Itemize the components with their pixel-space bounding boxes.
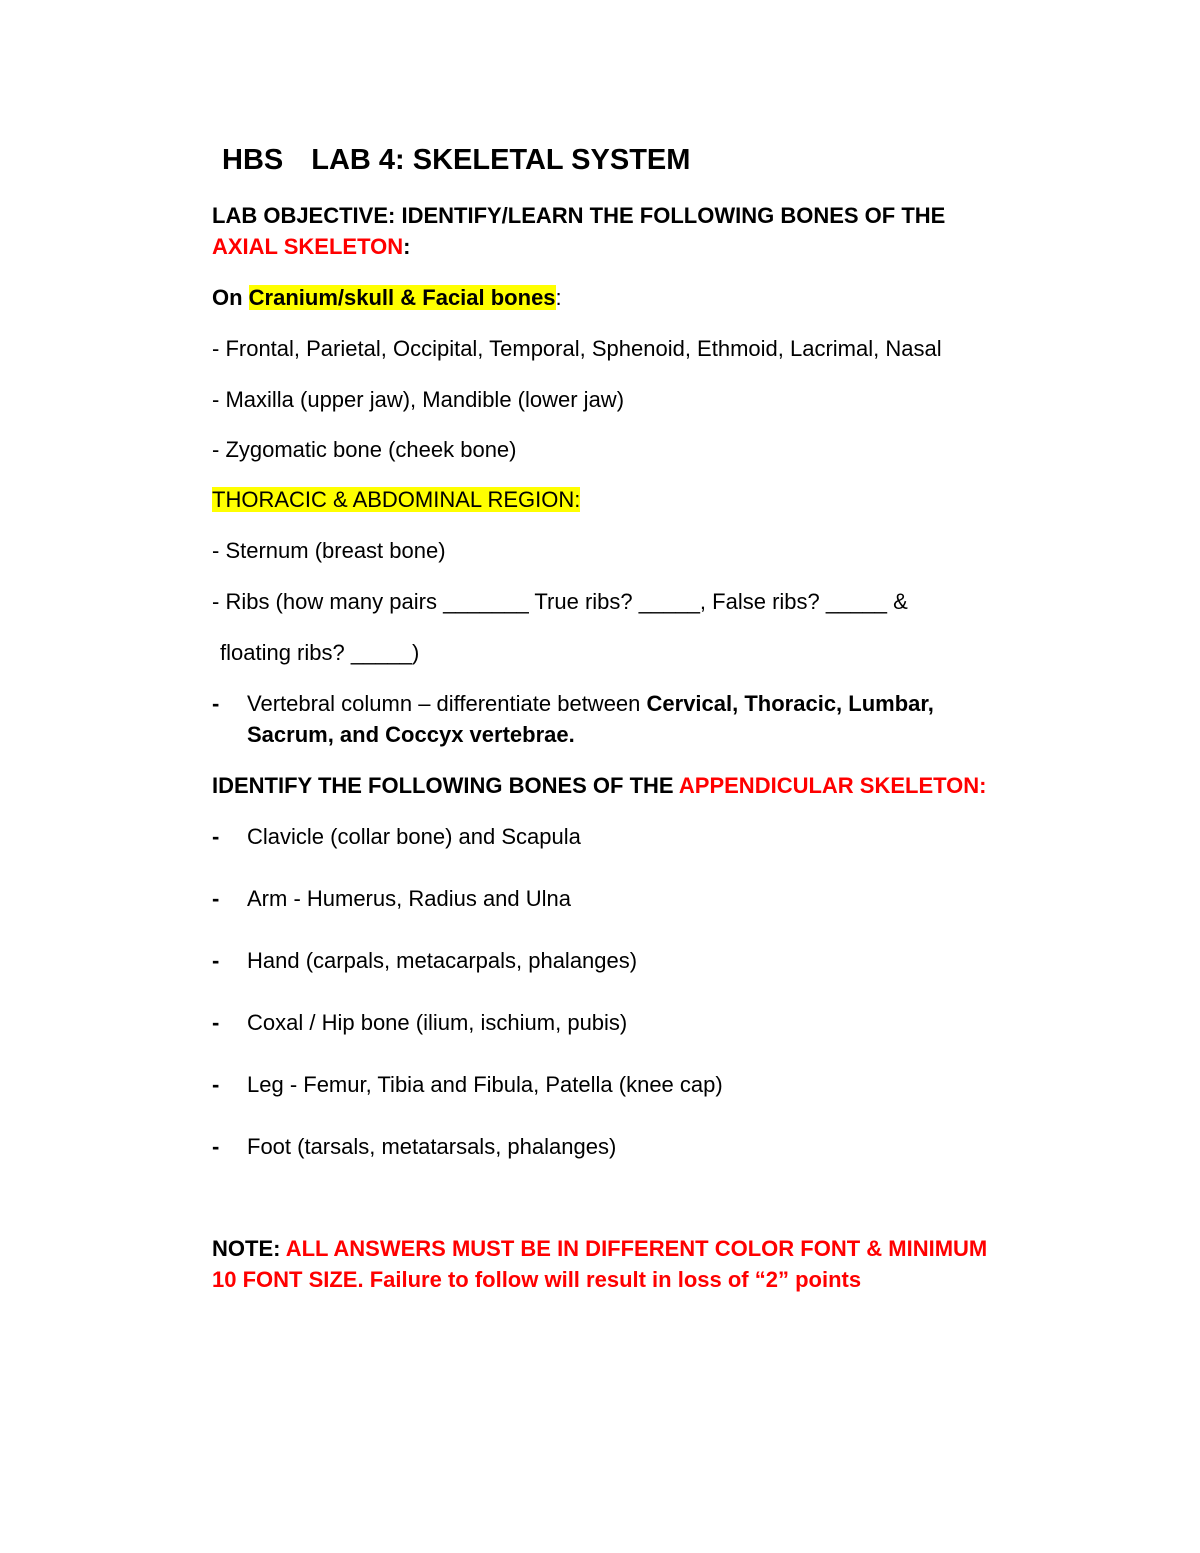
cranium-heading <box>212 283 562 313</box>
objective-line <box>212 201 945 231</box>
appendicular-item-text: Foot (tarsals, metatarsals, phalanges) <box>247 1134 617 1159</box>
bullet-dash: - <box>212 886 220 911</box>
bullet-dash: - <box>212 691 220 716</box>
appendicular-item-text: Leg - Femur, Tibia and Fibula, Patella (knee cap) <box>247 1072 723 1097</box>
appendicular-item-text: Arm - Humerus, Radius and Ulna <box>247 886 572 911</box>
objective-colon: : <box>403 234 411 259</box>
bullet-dash: - <box>212 1134 220 1159</box>
objective-line-2 <box>212 232 410 262</box>
vertebral-bold-1: Cervical, Thoracic, Lumbar, <box>646 691 934 716</box>
cranium-highlight: Cranium/skull & Facial bones <box>248 285 556 310</box>
note-text-1: ALL ANSWERS MUST BE IN DIFFERENT COLOR FONT & MINIMUM <box>285 1236 988 1261</box>
appendicular-prefix: IDENTIFY THE FOLLOWING BONES OF THE <box>212 773 679 798</box>
note-line-2: 10 FONT SIZE. Failure to follow will result in loss of “2” points <box>212 1267 862 1292</box>
appendicular-heading <box>212 771 987 801</box>
title-lab: LAB 4: SKELETAL SYSTEM <box>311 144 691 176</box>
title-course: HBS <box>222 144 284 176</box>
sternum-item: - Sternum (breast bone) <box>212 538 446 563</box>
cranium-item: - Maxilla (upper jaw), Mandible (lower jaw) <box>212 387 625 412</box>
vertebral-bold-2: Sacrum, and Coccyx vertebrae. <box>247 722 575 747</box>
cranium-item: - Zygomatic bone (cheek bone) <box>212 437 517 462</box>
vertebral-text <box>247 689 934 719</box>
bullet-dash: - <box>212 1072 220 1097</box>
axial-skeleton-label: AXIAL SKELETON <box>212 234 404 259</box>
note-line-1 <box>212 1234 987 1264</box>
appendicular-item-text: Clavicle (collar bone) and Scapula <box>247 824 581 849</box>
bullet-dash: - <box>212 948 220 973</box>
note-label: NOTE: <box>212 1236 286 1261</box>
bullet-dash: - <box>212 1010 220 1035</box>
appendicular-item-text: Hand (carpals, metacarpals, phalanges) <box>247 948 638 973</box>
objective-text: LAB OBJECTIVE: IDENTIFY/LEARN THE FOLLOWING BONES OF THE <box>212 203 946 228</box>
ribs-item: - Ribs (how many pairs _______ True ribs? _____, False ribs? _____ & <box>212 589 908 614</box>
cranium-item: - Frontal, Parietal, Occipital, Temporal, Sphenoid, Ethmoid, Lacrimal, Nasal <box>212 336 942 361</box>
vertebral-prefix: Vertebral column – differentiate between <box>247 691 647 716</box>
cranium-prefix: On <box>212 285 249 310</box>
bullet-dash: - <box>212 824 220 849</box>
thoracic-heading-text: THORACIC & ABDOMINAL REGION: <box>212 487 581 512</box>
cranium-colon: : <box>555 285 562 310</box>
thoracic-heading <box>212 485 580 515</box>
appendicular-highlight: APPENDICULAR SKELETON: <box>678 773 987 798</box>
page-title <box>222 143 690 177</box>
appendicular-item-text: Coxal / Hip bone (ilium, ischium, pubis) <box>247 1010 628 1035</box>
ribs-item-continued: floating ribs? _____) <box>220 640 420 665</box>
